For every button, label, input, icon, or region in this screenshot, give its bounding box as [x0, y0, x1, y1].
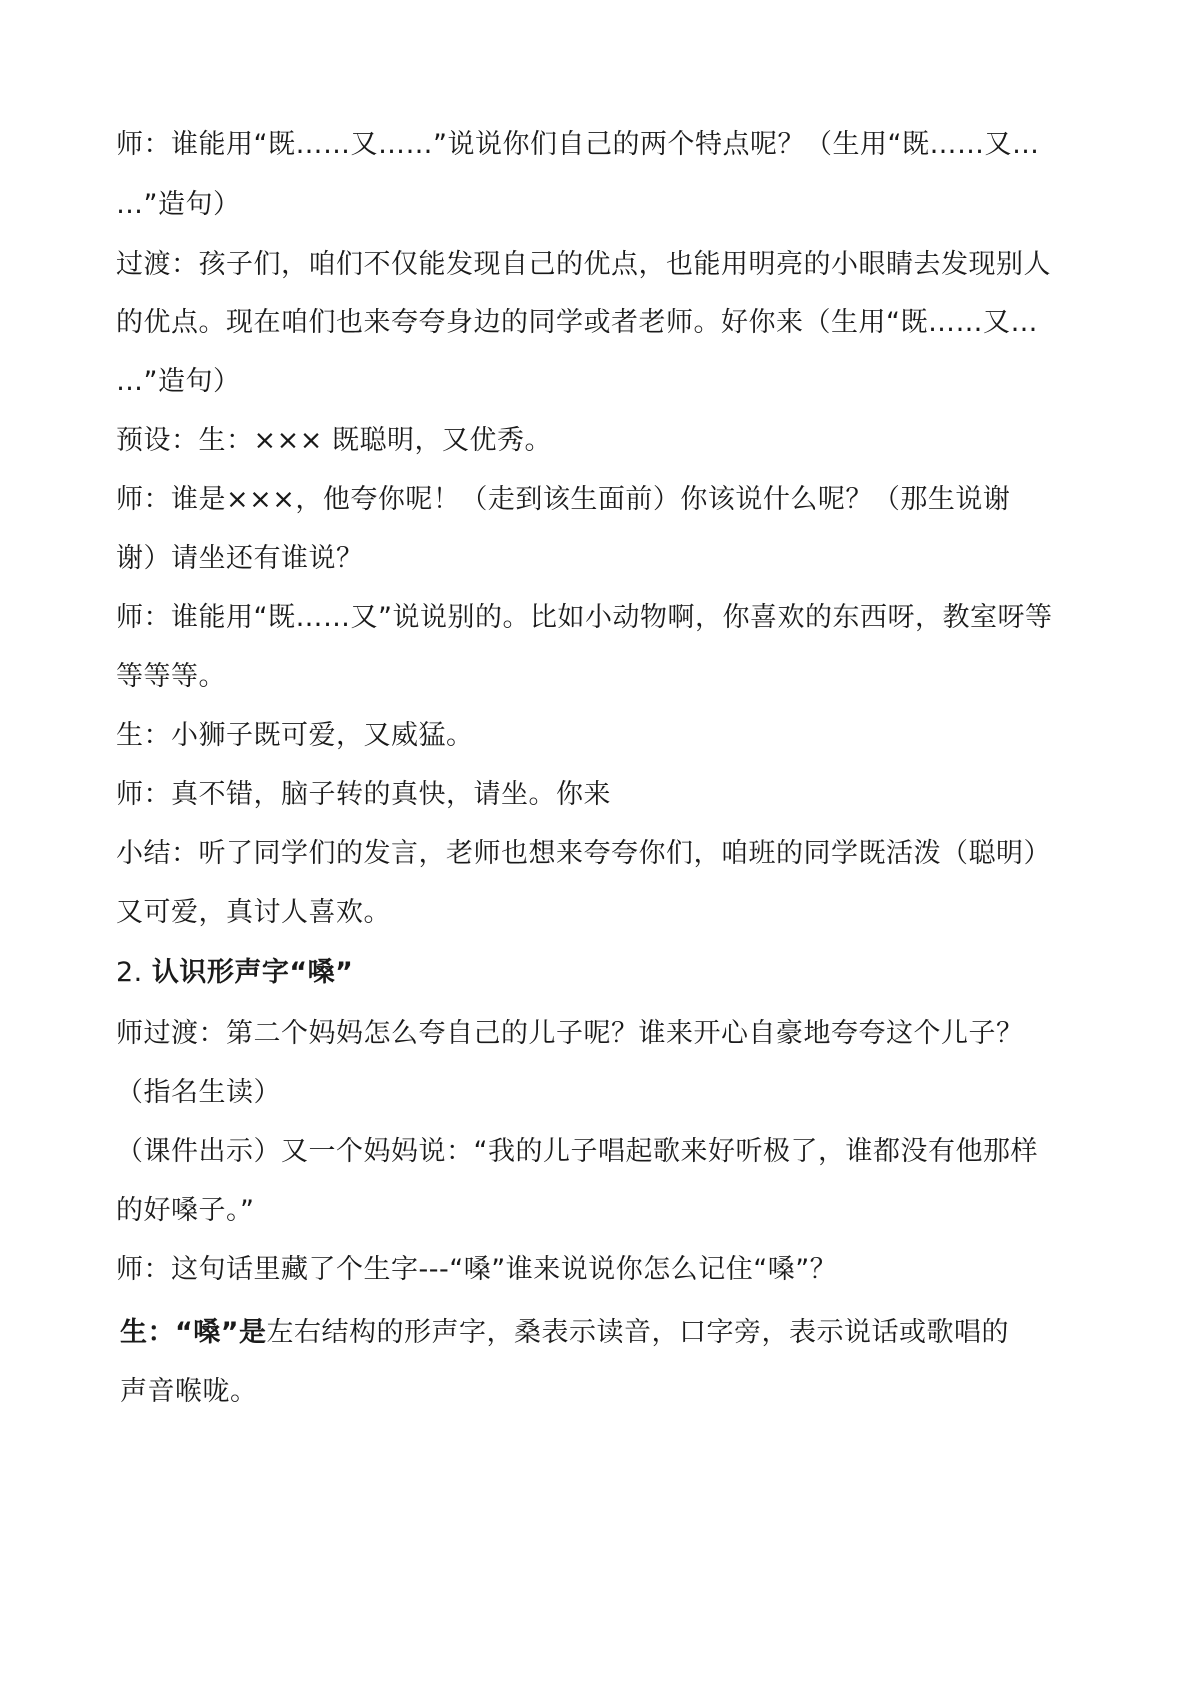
paragraph-line: 声音喉咙。 [120, 1376, 258, 1407]
paragraph-line: 又可爱，真讨人喜欢。 [116, 897, 391, 928]
paragraph-line: 等等等。 [116, 661, 226, 692]
paragraph-line: （指名生读） [116, 1077, 281, 1108]
section-number: 2. [116, 957, 152, 988]
paragraph-line: 师：这句话里藏了个生字---“嗓”谁来说说你怎么记住“嗓”？ [116, 1254, 838, 1285]
section-heading [116, 955, 353, 991]
paragraph-line: 小结：听了同学们的发言，老师也想来夸夸你们，咱班的同学既活泼（聪明） [116, 838, 1051, 869]
paragraph-line: （课件出示）又一个妈妈说：“我的儿子唱起歌来好听极了，谁都没有他那样 [116, 1136, 1038, 1167]
paragraph-line: 预设：生：××× 既聪明，又优秀。 [116, 425, 552, 456]
paragraph-line: …”造句） [116, 189, 241, 220]
paragraph-line: 的优点。现在咱们也来夸夸身边的同学或者老师。好你来（生用“既……又… [116, 307, 1038, 338]
student-answer-lead: 生：“嗓”是 [120, 1317, 267, 1348]
student-answer-line [120, 1315, 1009, 1351]
paragraph-line: 过渡：孩子们，咱们不仅能发现自己的优点，也能用明亮的小眼睛去发现别人 [116, 249, 1051, 280]
student-answer-text: 左右结构的形声字，桑表示读音，口字旁，表示说话或歌唱的 [266, 1317, 1009, 1348]
section-title: 认识形声字“嗓” [151, 957, 354, 988]
paragraph-line: 生：小狮子既可爱，又威猛。 [116, 720, 474, 751]
paragraph-line: 谢）请坐还有谁说？ [116, 543, 364, 574]
paragraph-line: 师：真不错，脑子转的真快，请坐。你来 [116, 779, 611, 810]
paragraph-line: 师：谁是×××，他夸你呢！（走到该生面前）你该说什么呢？（那生说谢 [116, 484, 1011, 515]
paragraph-line: …”造句） [116, 366, 241, 397]
paragraph-line: 的好嗓子。” [116, 1195, 255, 1226]
paragraph-line: 师过渡：第二个妈妈怎么夸自己的儿子呢？谁来开心自豪地夸夸这个儿子？ [116, 1018, 1024, 1049]
paragraph-line: 师：谁能用“既……又……”说说你们自己的两个特点呢？（生用“既……又… [116, 129, 1040, 160]
paragraph-line: 师：谁能用“既……又”说说别的。比如小动物啊，你喜欢的东西呀，教室呀等 [116, 602, 1053, 633]
